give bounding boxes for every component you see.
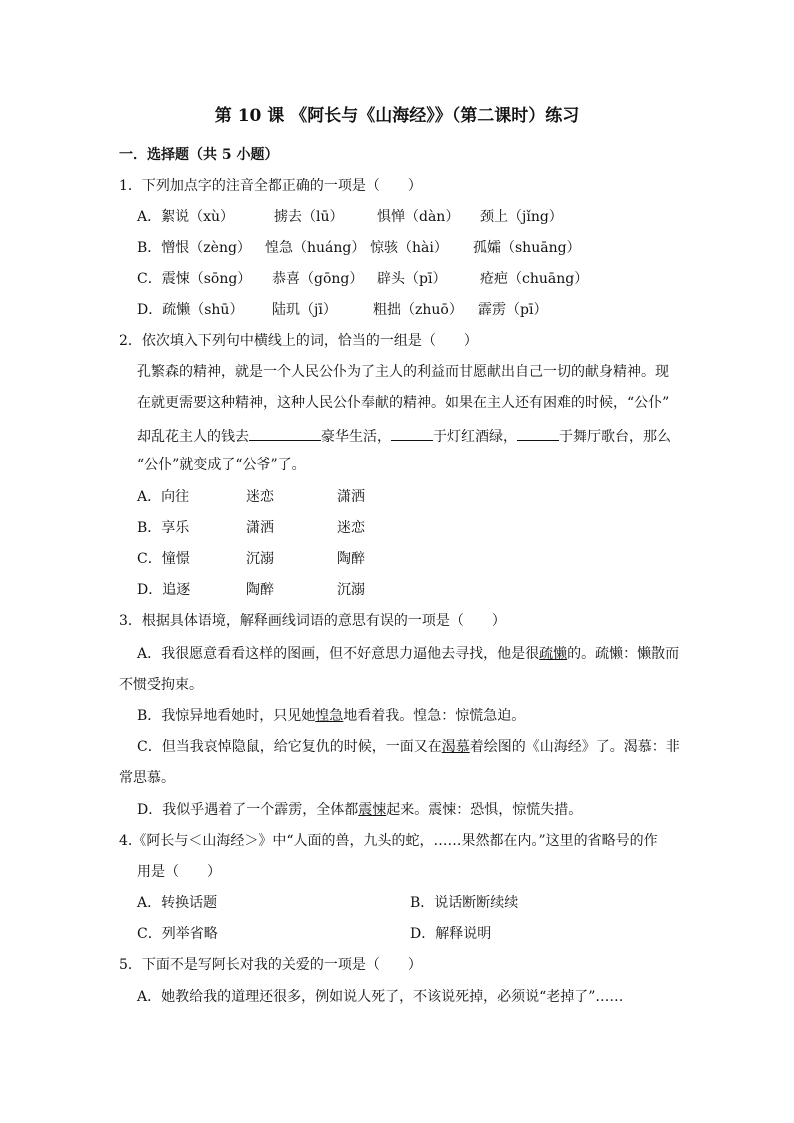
q2-option-c: C．憧憬	[137, 551, 190, 567]
q2-option-d-word3: 沉溺	[337, 582, 365, 598]
q3-underlined-word-a: 疏懒	[539, 646, 568, 662]
q3-underlined-word-b: 惶急	[315, 708, 344, 724]
q2-option-c-word2: 沉溺	[246, 551, 274, 567]
q3-underlined-word-d: 震悚	[358, 802, 387, 818]
q2-option-a-word3: 潇洒	[337, 489, 365, 505]
q3-option-a	[137, 647, 679, 661]
q3-option-c-text-2: 着绘图的《山海经》了。渴慕：非	[469, 739, 680, 755]
question-5-stem: 5．下面不是写阿长对我的关爱的一项是（ ）	[119, 957, 422, 973]
q2-passage-text: 于灯红酒绿，	[433, 429, 517, 445]
q4-option-d: D．解释说明	[410, 926, 492, 942]
q2-option-c-word3: 陶醉	[337, 551, 365, 567]
q1-option-b-word4: 孤孀（shuāng）	[473, 240, 581, 256]
q1-option-d-word3: 粗拙（zhuō）	[373, 302, 463, 318]
q1-option-b-word2: 惶急（huáng）	[265, 240, 366, 256]
q2-passage-line-2: 在就更需要这种精神，这种人民公仆奉献的精神。如果在主人还有困难的时候，“公仆”	[137, 395, 670, 411]
q1-option-c-word2: 恭喜（gōng）	[272, 271, 364, 287]
page-title: 第 10 课 《阿长与《山海经》》（第二课时）练习	[214, 106, 580, 126]
question-4-stem: 4.《阿长与＜山海经＞》中“人面的兽，九头的蛇，……果然都在内。”这里的省略号的作	[119, 833, 658, 849]
q3-option-c-text: C．但当我哀悼隐鼠，给它复仇的时候，一面又在	[137, 739, 442, 755]
q3-option-d	[137, 803, 582, 817]
q3-option-a-wrap: 不惯受拘束。	[119, 677, 203, 693]
q2-option-b-word3: 迷恋	[337, 520, 365, 536]
q3-option-b-text-2: 地看着我。惶急：惊慌急迫。	[343, 708, 526, 724]
q1-option-a-word3: 惧惮（dàn）	[377, 209, 460, 225]
q2-passage-text: 于舞厅歌台，那么	[559, 429, 671, 445]
q1-option-a: A．絮说（xù）	[137, 209, 235, 225]
q3-option-b-text: B．我惊异地看她时，只见她	[137, 708, 316, 724]
q3-option-a-text: A．我很愿意看看这样的图画，但不好意思力逼他去寻找，他是很	[137, 646, 540, 662]
q4-option-b: B．说话断断续续	[410, 895, 519, 911]
q1-option-d-word2: 陆玑（jī）	[272, 302, 337, 318]
q1-option-a-word2: 掳去（lū）	[274, 209, 344, 225]
fill-blank-1	[249, 427, 321, 441]
question-2-stem: 2．依次填入下列句中横线上的词，恰当的一组是（ ）	[119, 333, 478, 349]
q3-option-d-text: D．我似乎遇着了一个霹雳，全体都	[137, 802, 359, 818]
q3-option-c	[137, 740, 680, 754]
question-4-stem-wrap: 用是（ ）	[137, 864, 221, 880]
q1-option-a-word4: 颈上（jǐng）	[480, 209, 563, 225]
q1-option-d: D．疏懒（shū）	[137, 302, 244, 318]
q5-option-a: A．她教给我的道理还很多，例如说人死了，不该说死掉，必须说“老掉了”……	[137, 989, 624, 1005]
q2-passage-text: 却乱花主人的钱去	[137, 429, 249, 445]
q1-option-b: B．憎恨（zèng）	[137, 240, 251, 256]
q1-option-c: C．震悚（sōng）	[137, 271, 252, 287]
fill-blank-2	[391, 427, 433, 441]
q2-option-d: D．追逐	[137, 582, 191, 598]
q4-option-c: C．列举省略	[137, 926, 218, 942]
q2-passage-line-1: 孔繁森的精神，就是一个人民公仆为了主人的利益而甘愿献出自己一切的献身精神。现	[137, 364, 669, 380]
q1-option-b-word3: 惊骇（hài）	[370, 240, 448, 256]
question-1-stem: 1．下列加点字的注音全都正确的一项是（ ）	[119, 178, 422, 194]
q3-option-c-wrap: 常思慕。	[119, 770, 175, 786]
question-3-stem: 3．根据具体语境，解释画线词语的意思有误的一项是（ ）	[119, 613, 506, 629]
q2-option-a-word2: 迷恋	[246, 489, 274, 505]
q1-option-c-word3: 辟头（pī）	[377, 271, 447, 287]
q2-option-b: B．享乐	[137, 520, 190, 536]
q1-option-c-word4: 疮疤（chuāng）	[480, 271, 589, 287]
q3-option-d-text-2: 起来。震悚：恐惧，惊慌失措。	[386, 802, 583, 818]
q3-underlined-word-c: 渴慕	[441, 739, 470, 755]
q3-option-a-text-2: 的。疏懒：懒散而	[567, 646, 680, 662]
q3-option-b	[137, 709, 525, 723]
q4-option-a: A．转换话题	[137, 895, 218, 911]
q2-option-a: A．向往	[137, 489, 190, 505]
section-heading: 一．选择题（共 5 小题）	[119, 147, 279, 163]
q2-option-b-word2: 潇洒	[246, 520, 274, 536]
q1-option-d-word4: 霹雳（pī）	[478, 302, 548, 318]
fill-blank-3	[517, 427, 559, 441]
q2-passage-line-4: “公仆”就变成了“公爷”了。	[137, 457, 306, 473]
q2-option-d-word2: 陶醉	[246, 582, 274, 598]
q2-passage-line-3	[137, 427, 671, 444]
q2-passage-text: 豪华生活，	[321, 429, 391, 445]
